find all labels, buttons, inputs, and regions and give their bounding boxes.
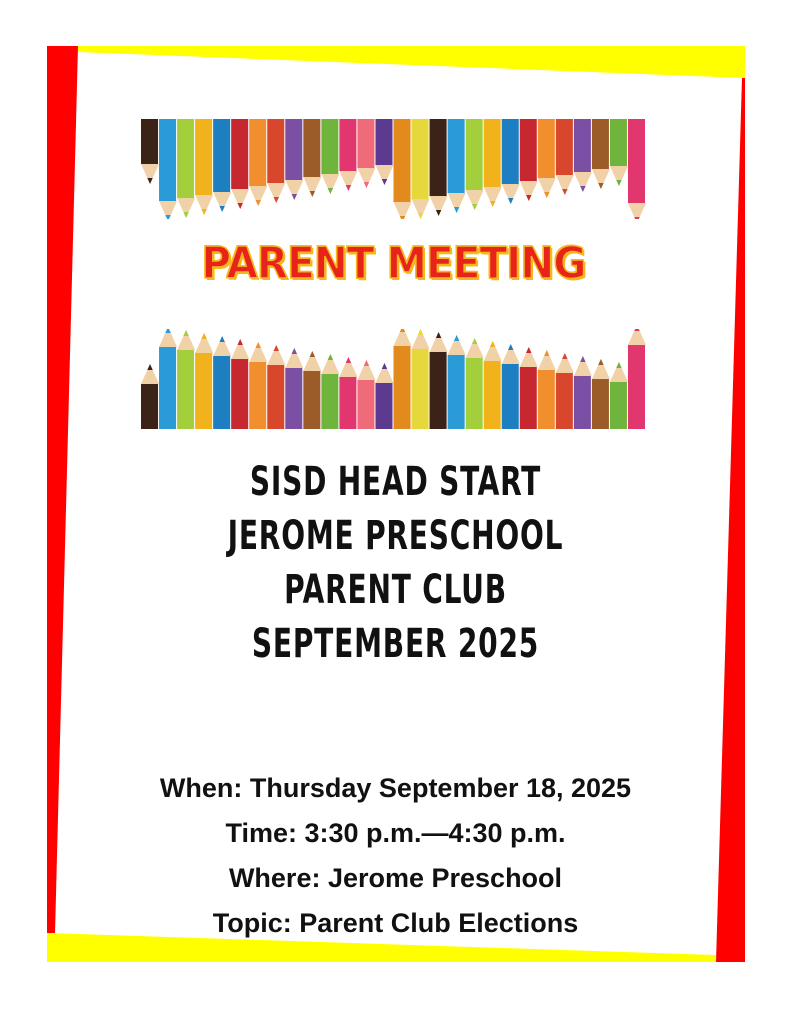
pencil-icon xyxy=(538,350,556,429)
pencil-icon xyxy=(177,330,195,429)
pencil-icon xyxy=(592,119,610,189)
pencils-top xyxy=(141,119,646,219)
pencil-icon xyxy=(394,119,412,219)
pencil-icon xyxy=(195,333,213,429)
pencil-icon xyxy=(394,329,412,429)
pencil-icon xyxy=(195,119,213,215)
pencil-icon xyxy=(177,119,195,218)
banner-headline: PARENT MEETING xyxy=(201,238,586,289)
pencil-icon xyxy=(321,354,339,429)
pencil-icon xyxy=(610,119,628,186)
pencil-icon xyxy=(375,119,393,185)
pencil-icon xyxy=(249,119,267,206)
pencil-icon xyxy=(628,119,646,219)
pencil-icon xyxy=(430,332,448,429)
pencil-icon xyxy=(538,119,556,198)
pencil-icon xyxy=(592,359,610,429)
pencil-icon xyxy=(357,360,375,429)
event-details xyxy=(0,766,791,946)
pencil-icon xyxy=(502,344,520,429)
pencil-icon xyxy=(448,119,466,213)
pencil-icon xyxy=(484,341,502,429)
pencil-icon xyxy=(430,119,448,216)
pencil-icon xyxy=(574,356,592,429)
pencil-icon xyxy=(556,119,574,195)
pencil-icon xyxy=(267,119,285,203)
pencil-icon xyxy=(556,353,574,429)
pencil-icon xyxy=(141,364,159,429)
pencil-icon xyxy=(141,119,159,184)
pencil-icon xyxy=(412,119,430,219)
pencil-icon xyxy=(610,362,628,429)
pencil-icon xyxy=(249,342,267,429)
pencil-icon xyxy=(285,348,303,429)
detail-time: Time: 3:30 p.m.—4:30 p.m. xyxy=(225,818,566,848)
pencil-icon xyxy=(267,345,285,429)
detail-when: When: Thursday September 18, 2025 xyxy=(159,773,632,803)
pencil-icon xyxy=(285,119,303,200)
pencil-icon xyxy=(357,119,375,188)
pencil-icon xyxy=(502,119,520,204)
parent-meeting-banner xyxy=(141,119,646,429)
pencil-icon xyxy=(231,119,249,209)
pencils-bottom xyxy=(141,329,646,429)
pencil-icon xyxy=(628,329,646,429)
border-top-yellow xyxy=(78,46,745,78)
pencil-icon xyxy=(448,335,466,429)
pencil-icon xyxy=(375,363,393,429)
pencil-icon xyxy=(339,357,357,429)
title-sisd-head-start: SISD HEAD START xyxy=(249,459,542,505)
pencil-icon xyxy=(520,347,538,429)
pencil-icon xyxy=(303,119,321,197)
pencil-icon xyxy=(412,329,430,429)
pencil-icon xyxy=(321,119,339,194)
pencil-icon xyxy=(159,119,177,219)
pencil-icon xyxy=(466,338,484,429)
pencil-icon xyxy=(213,119,231,212)
pencil-icon xyxy=(339,119,357,191)
pencil-icon xyxy=(574,119,592,192)
pencil-icon xyxy=(213,336,231,429)
detail-where: Where: Jerome Preschool xyxy=(228,863,563,893)
title-september-2025: SEPTEMBER 2025 xyxy=(251,621,540,667)
pencil-icon xyxy=(466,119,484,210)
title-parent-club: PARENT CLUB xyxy=(284,567,507,613)
pencil-icon xyxy=(484,119,502,207)
pencil-icon xyxy=(231,339,249,429)
detail-topic: Topic: Parent Club Elections xyxy=(212,908,579,938)
pencil-icon xyxy=(159,329,177,429)
title-jerome-preschool: JEROME PRESCHOOL xyxy=(227,513,564,559)
event-titles xyxy=(0,455,791,671)
pencil-icon xyxy=(303,351,321,429)
pencil-icon xyxy=(520,119,538,201)
